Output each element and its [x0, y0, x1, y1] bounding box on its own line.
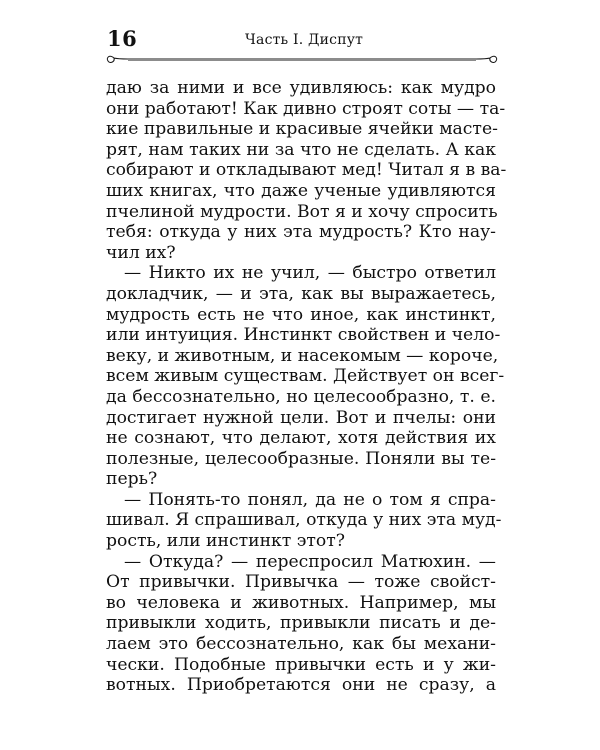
text-line: они работают! Как дивно строят соты — та-: [106, 98, 506, 119]
body-text: [106, 78, 507, 696]
text-line: От привычки. Привычка — тоже свойст-: [106, 572, 496, 593]
text-line: — Никто их не учил, — быстро ответил: [124, 263, 496, 284]
text-line: не сознают, что делают, хотя действия их: [106, 428, 496, 449]
text-line: ших книгах, что даже ученые удивляются: [106, 180, 496, 201]
text-line: даю за ними и все удивляюсь: как мудро: [106, 78, 496, 98]
text-line: — Откуда? — переспросил Матюхин. —: [124, 551, 496, 572]
text-line: рость, или инстинкт этот?: [106, 531, 345, 552]
text-line: шивал. Я спрашивал, откуда у них эта муд-: [106, 510, 502, 531]
text-line: чил их?: [106, 242, 176, 263]
ornamental-rule: [106, 53, 498, 65]
text-line: во человека и животных. Например, мы: [106, 592, 496, 613]
text-line: лаем это бессознательно, как бы механи-: [106, 634, 496, 655]
text-line: полезные, целесообразные. Поняли вы те-: [106, 448, 496, 469]
text-line: всем живым существам. Действует он всег-: [106, 366, 505, 387]
text-line: или интуиция. Инстинкт свойствен и чело-: [106, 325, 501, 346]
text-line: чески. Подобные привычки есть и у жи-: [106, 654, 496, 675]
text-line: веку, и животным, и насекомым — короче,: [106, 345, 499, 366]
text-line: тебя: откуда у них эта мудрость? Кто нау-: [106, 222, 496, 243]
text-line: кие правильные и красивые ячейки мастe-: [106, 119, 498, 140]
text-line: да бессознательно, но целесообразно, т. е.: [106, 386, 496, 407]
running-head: Часть I. Диспут: [245, 32, 364, 48]
text-line: — Понять-то понял, да не о том я спра-: [124, 489, 496, 510]
text-line: вотных. Приобретаются они не сразу, а: [106, 675, 496, 696]
text-line: собирают и откладывают мед! Читал я в ва-: [106, 160, 507, 181]
page-header: [0, 0, 600, 80]
text-line: докладчик, — и эта, как вы выражаетесь,: [106, 283, 496, 304]
text-line: перь?: [106, 469, 158, 490]
text-line: пчелиной мудрости. Вот я и хочу спросить: [106, 201, 498, 222]
text-line: рят, нам таких ни за что не сделать. А как: [106, 139, 496, 160]
text-line: привыкли ходить, привыкли писать и де-: [106, 613, 496, 634]
text-line: мудрость есть не что иное, как инстинкт,: [106, 304, 496, 325]
text-line: достигает нужной цели. Вот и пчелы: они: [106, 407, 496, 428]
page-number: 16: [107, 26, 138, 51]
